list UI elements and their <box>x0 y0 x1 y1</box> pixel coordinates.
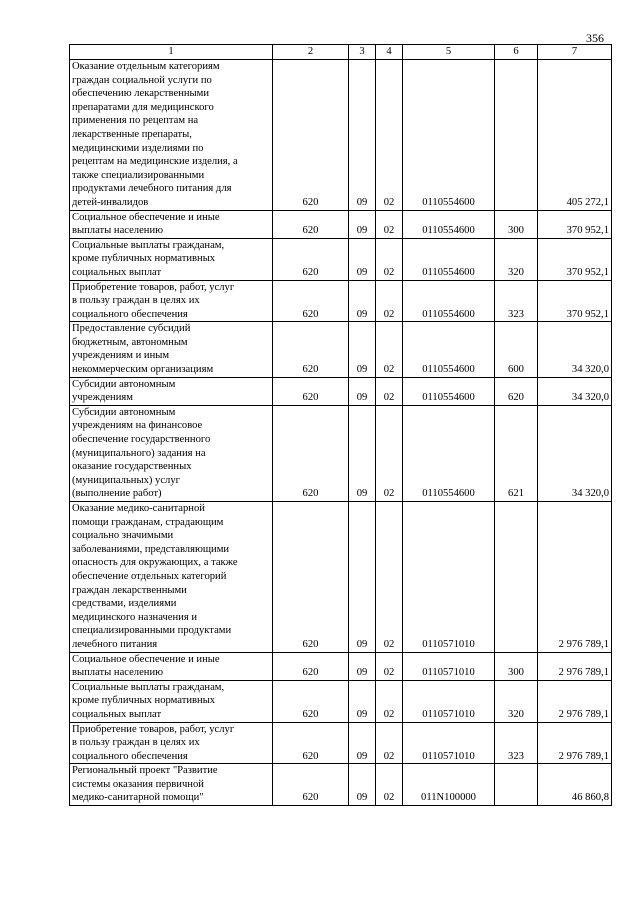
expense-type-cell <box>495 502 538 653</box>
target-article-cell: 0110554600 <box>403 280 495 322</box>
page-number: 356 <box>586 31 604 45</box>
subsection-cell: 02 <box>376 60 403 211</box>
amount-cell: 370 952,1 <box>538 210 612 238</box>
header-cell: 4 <box>376 45 403 60</box>
expense-type-cell <box>495 764 538 806</box>
expense-type-cell: 300 <box>495 210 538 238</box>
subsection-cell: 02 <box>376 210 403 238</box>
subsection-cell: 02 <box>376 502 403 653</box>
section-cell: 09 <box>349 722 376 764</box>
table-row <box>70 280 612 322</box>
table-row <box>70 680 612 722</box>
ministry-code-cell: 620 <box>273 722 349 764</box>
ministry-code-cell: 620 <box>273 322 349 377</box>
target-article-cell: 0110554600 <box>403 377 495 405</box>
amount-cell: 370 952,1 <box>538 238 612 280</box>
section-cell: 09 <box>349 680 376 722</box>
ministry-code-cell: 620 <box>273 652 349 680</box>
expense-type-cell: 621 <box>495 405 538 501</box>
target-article-cell: 0110554600 <box>403 238 495 280</box>
expense-type-cell: 600 <box>495 322 538 377</box>
header-cell: 5 <box>403 45 495 60</box>
row-name-cell: Предоставление субсидий бюджетным, автономным учреждениям и иным некоммерческим организациям <box>70 322 273 377</box>
row-name-cell: Социальное обеспечение и иные выплаты населению <box>70 652 273 680</box>
amount-cell: 370 952,1 <box>538 280 612 322</box>
section-cell: 09 <box>349 238 376 280</box>
target-article-cell: 0110571010 <box>403 652 495 680</box>
header-cell: 7 <box>538 45 612 60</box>
subsection-cell: 02 <box>376 652 403 680</box>
row-name-cell: Приобретение товаров, работ, услуг в пользу граждан в целях их социального обеспечения <box>70 722 273 764</box>
ministry-code-cell: 620 <box>273 210 349 238</box>
expense-type-cell: 320 <box>495 680 538 722</box>
amount-cell: 2 976 789,1 <box>538 502 612 653</box>
amount-cell: 34 320,0 <box>538 377 612 405</box>
row-name-cell: Социальные выплаты гражданам, кроме публичных нормативных социальных выплат <box>70 238 273 280</box>
amount-cell: 2 976 789,1 <box>538 722 612 764</box>
row-name-cell: Социальные выплаты гражданам, кроме публичных нормативных социальных выплат <box>70 680 273 722</box>
expense-type-cell: 300 <box>495 652 538 680</box>
budget-table <box>69 44 612 806</box>
target-article-cell: 0110571010 <box>403 502 495 653</box>
amount-cell: 34 320,0 <box>538 405 612 501</box>
table-row <box>70 764 612 806</box>
expense-type-cell <box>495 60 538 211</box>
table-row <box>70 722 612 764</box>
header-cell: 2 <box>273 45 349 60</box>
table-row <box>70 405 612 501</box>
row-name-cell: Социальное обеспечение и иные выплаты населению <box>70 210 273 238</box>
target-article-cell: 011N100000 <box>403 764 495 806</box>
ministry-code-cell: 620 <box>273 680 349 722</box>
subsection-cell: 02 <box>376 322 403 377</box>
table-row <box>70 502 612 653</box>
table-row <box>70 238 612 280</box>
subsection-cell: 02 <box>376 238 403 280</box>
subsection-cell: 02 <box>376 764 403 806</box>
table-row <box>70 377 612 405</box>
ministry-code-cell: 620 <box>273 238 349 280</box>
amount-cell: 2 976 789,1 <box>538 652 612 680</box>
header-cell: 3 <box>349 45 376 60</box>
target-article-cell: 0110571010 <box>403 722 495 764</box>
ministry-code-cell: 620 <box>273 377 349 405</box>
table-row <box>70 60 612 211</box>
amount-cell: 34 320,0 <box>538 322 612 377</box>
subsection-cell: 02 <box>376 377 403 405</box>
row-name-cell: Оказание медико-санитарной помощи гражданам, страдающим социально значимыми заболеваниями, представляющими опасность для окружающих, а также обеспечение отдельных категорий граждан лекарственными средствами, изделиями медицинского назначения и специализированными продуктами лечебного питания <box>70 502 273 653</box>
amount-cell: 405 272,1 <box>538 60 612 211</box>
section-cell: 09 <box>349 405 376 501</box>
amount-cell: 2 976 789,1 <box>538 680 612 722</box>
header-cell: 6 <box>495 45 538 60</box>
section-cell: 09 <box>349 764 376 806</box>
table-header-row <box>70 45 612 60</box>
target-article-cell: 0110571010 <box>403 680 495 722</box>
subsection-cell: 02 <box>376 722 403 764</box>
table-row <box>70 652 612 680</box>
section-cell: 09 <box>349 60 376 211</box>
table-row <box>70 210 612 238</box>
subsection-cell: 02 <box>376 405 403 501</box>
row-name-cell: Приобретение товаров, работ, услуг в пользу граждан в целях их социального обеспечения <box>70 280 273 322</box>
ministry-code-cell: 620 <box>273 502 349 653</box>
section-cell: 09 <box>349 377 376 405</box>
ministry-code-cell: 620 <box>273 405 349 501</box>
row-name-cell: Региональный проект "Развитие системы оказания первичной медико-санитарной помощи" <box>70 764 273 806</box>
section-cell: 09 <box>349 652 376 680</box>
subsection-cell: 02 <box>376 280 403 322</box>
expense-type-cell: 323 <box>495 722 538 764</box>
section-cell: 09 <box>349 322 376 377</box>
section-cell: 09 <box>349 280 376 322</box>
header-cell: 1 <box>70 45 273 60</box>
row-name-cell: Субсидии автономным учреждениям <box>70 377 273 405</box>
expense-type-cell: 320 <box>495 238 538 280</box>
target-article-cell: 0110554600 <box>403 60 495 211</box>
target-article-cell: 0110554600 <box>403 405 495 501</box>
ministry-code-cell: 620 <box>273 280 349 322</box>
target-article-cell: 0110554600 <box>403 322 495 377</box>
expense-type-cell: 323 <box>495 280 538 322</box>
row-name-cell: Оказание отдельным категориям граждан социальной услуги по обеспечению лекарственными препаратами для медицинского применения по рецептам на лекарственные препараты, медицинскими изделиями по рецептам на медицинские изделия, а также специализированными продуктами лечебного питания для детей-инвалидов <box>70 60 273 211</box>
table-row <box>70 322 612 377</box>
ministry-code-cell: 620 <box>273 60 349 211</box>
section-cell: 09 <box>349 502 376 653</box>
ministry-code-cell: 620 <box>273 764 349 806</box>
subsection-cell: 02 <box>376 680 403 722</box>
table-body <box>70 45 612 806</box>
amount-cell: 46 860,8 <box>538 764 612 806</box>
expense-type-cell: 620 <box>495 377 538 405</box>
target-article-cell: 0110554600 <box>403 210 495 238</box>
row-name-cell: Субсидии автономным учреждениям на финансовое обеспечение государственного (муниципального) задания на оказание государственных (муниципальных) услуг (выполнение работ) <box>70 405 273 501</box>
section-cell: 09 <box>349 210 376 238</box>
